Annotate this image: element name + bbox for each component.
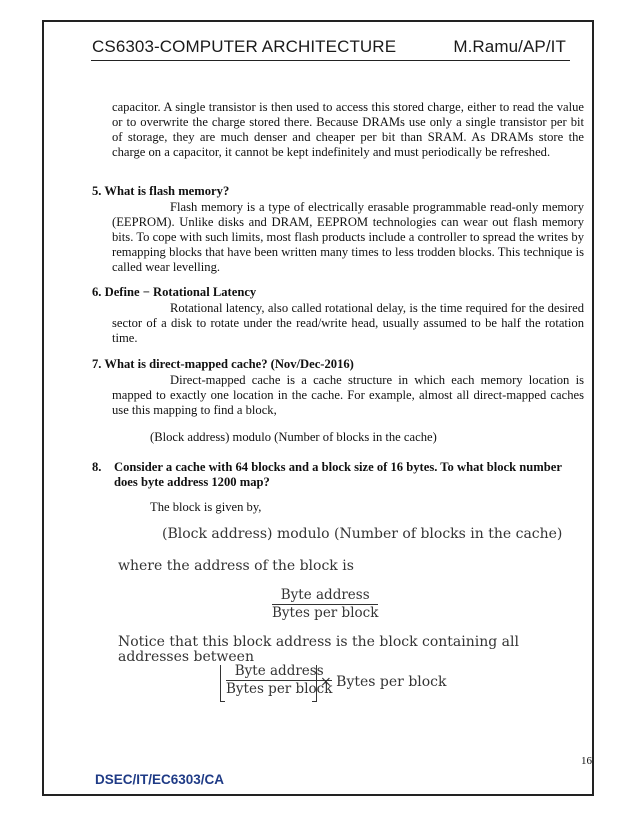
floor-times-bytes-per-block: × Bytes per block [320,674,447,690]
question-6-title: 6. Define − Rotational Latency [92,285,257,299]
question-8-given: The block is given by, [150,500,262,514]
question-6-answer: Rotational latency, also called rotational delay, is the time required for the desired sector of a disk to rotate under the read/write head, usually assumed to be half the rotation time. [112,301,584,345]
header-rule [91,60,570,61]
question-8-where: where the address of the block is [118,558,354,574]
floor-denominator: Bytes per block [226,681,333,697]
floor-numerator: Byte address [226,664,332,681]
question-7-answer: Direct-mapped cache is a cache structure in which each memory location is mapped to exactly one location in the cache. For example, almost all direct-mapped caches use this mapping to find a block, [112,373,584,417]
header-author: M.Ramu/AP/IT [453,37,566,56]
question-8-title [92,460,564,490]
header-course-title: CS6303-COMPUTER ARCHITECTURE [92,37,397,56]
question-5-answer: Flash memory is a type of electrically erasable programmable read-only memory (EEPROM). Unlike disks and DRAM, EEPROM technologies can wear out flash memory bits. To cope with such limits, most flash products include a controller to spread the writes by remapping blocks that have been written many times to less trodden blocks. This technique is called wear levelling. [112,200,584,274]
page-number: 16 [581,755,592,767]
paragraph-dram-continued: capacitor. A single transistor is then used to access this stored charge, either to read the value or to overwrite the charge stored there. Because DRAMs use only a single transistor per bit of storage, they are much denser and cheaper per bit than SRAM. As DRAMs store the charge on a capacitor, it cannot be kept indefinitely and must periodically be refreshed. [112,100,584,159]
block-address-fraction [272,588,378,621]
question-8-formula: (Block address) modulo (Number of blocks in the cache) [162,526,563,542]
question-5-title: 5. What is flash memory? [92,184,230,198]
floor-bracket-right [312,665,317,702]
question-8-text: Consider a cache with 64 blocks and a block size of 16 bytes. To what block number does byte address 1200 map? [114,460,562,489]
fraction-numerator: Byte address [272,588,378,605]
question-8-number: 8. [92,460,102,474]
question-7-formula: (Block address) modulo (Number of blocks in the cache) [150,430,437,444]
fraction-denominator: Bytes per block [272,605,379,621]
question-8-notice: Notice that this block address is the block containing all addresses between [118,634,519,665]
footer-code: DSEC/IT/EC6303/CA [95,772,225,787]
floor-bracket-left [220,665,225,702]
question-7-title: 7. What is direct-mapped cache? (Nov/Dec-2016) [92,357,354,371]
